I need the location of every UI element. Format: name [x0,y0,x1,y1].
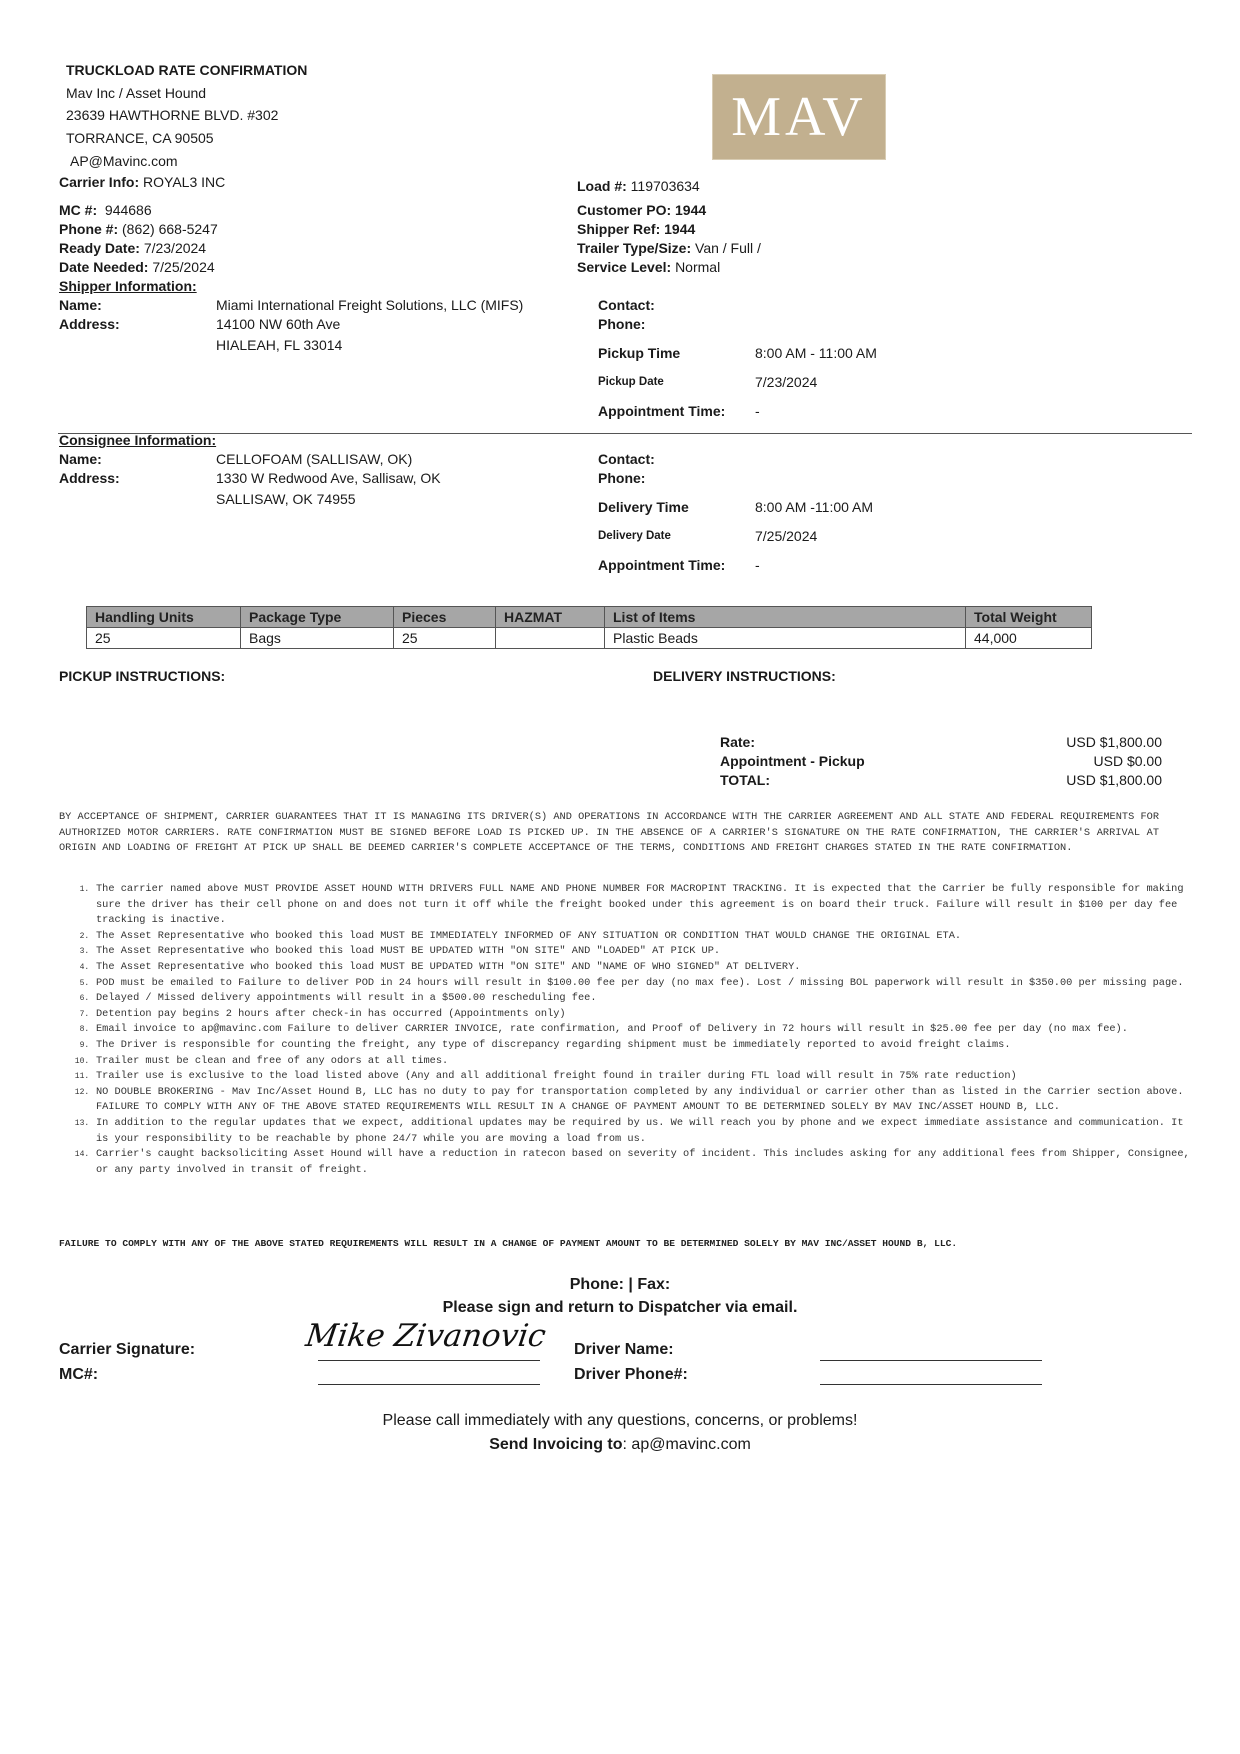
shipper-contact-label: Contact: [598,297,655,313]
rate-row [720,734,1162,750]
appointment-pickup-value: USD $0.00 [1093,753,1162,769]
acceptance-terms: BY ACCEPTANCE OF SHIPMENT, CARRIER GUARANTEES THAT IT IS MANAGING ITS DRIVER(S) AND OPERATIONS IN ACCORDANCE WITH THE CARRIER AGREEMENT AND ALL STATE AND FEDERAL REQUIREMENTS FOR AUTHORIZED MOTOR CARRIERS. RATE CONFIRMATION MUST BE SIGNED BEFORE LOAD IS PICKED UP. IN THE ABSENCE OF A CARRIER'S SIGNATURE ON THE RATE CONFIRMATION, THE CARRIER'S ARRIVAL AT ORIGIN AND LOADING OF FREIGHT AT PICK UP SHALL BE DEEMED CARRIER'S COMPLETE ACCEPTANCE OF THE TERMS, CONDITIONS AND FREIGHT CHARGES STATED IN THE RATE CONFIRMATION. [59,811,1159,855]
pickup-time: 8:00 AM - 11:00 AM [755,345,877,361]
appointment-pickup-row [720,753,1162,769]
total-label: TOTAL: [720,772,771,788]
customer-po: Customer PO: 1944 [577,202,707,218]
rate-value: USD $1,800.00 [1066,734,1162,750]
consignee-address-line1: 1330 W Redwood Ave, Sallisaw, OK [216,470,441,486]
delivery-time-label: Delivery Time [598,499,689,515]
term-item: 14. Carrier's caught backsoliciting Asset Hound will have a reduction in ratecon based on severity of incident. This includes asking for any additional fees from Shipper, Consignee, or any party involved in transit of freight. [94,1147,1194,1178]
appointment-pickup-label: Appointment - Pickup [720,753,865,769]
carrier-signature-label: Carrier Signature: [59,1341,196,1358]
trailer-type: Trailer Type/Size: Van / Full / [577,240,761,256]
mav-logo: MAV [712,74,886,160]
term-item: 5. POD must be emailed to Failure to deliver POD in 24 hours will result in $100.00 fee per day (no max fee). Lost / missing BOL paperwork will result in $350.00 per missing page. [94,976,1194,992]
company-email: AP@Mavinc.com [70,153,178,169]
pickup-instructions-label: PICKUP INSTRUCTIONS: [59,668,226,684]
total-row [720,772,1162,788]
cell-package-type: Bags [241,628,394,649]
date-needed: Date Needed: 7/25/2024 [59,259,215,275]
header-total-weight: Total Weight [966,607,1092,628]
consignee-phone-label: Phone: [598,470,646,486]
carrier-signature-line [318,1360,540,1361]
table-row [87,628,1092,649]
mc-line [318,1384,540,1385]
shipper-address-line2: HIALEAH, FL 33014 [216,337,343,353]
delivery-date-label: Delivery Date [598,530,671,542]
term-item: 13. In addition to the regular updates that we expect, additional updates may be required by us. We will reach you by phone and we expect immediate assistance and communication. It is your responsibility to be reachable by phone 24/7 while you are moving a load from us. [94,1116,1194,1147]
term-item: 10. Trailer must be clean and free of any odors at all times. [94,1054,1194,1070]
shipper-address-label: Address: [59,316,120,332]
header-list-of-items: List of Items [605,607,966,628]
load-number: Load #: 119703634 [577,178,700,194]
consignee-name: CELLOFOAM (SALLISAW, OK) [216,451,413,467]
company-name: Mav Inc / Asset Hound [66,85,207,101]
table-header-row [87,607,1092,628]
term-item: 6. Delayed / Missed delivery appointments will result in a $500.00 rescheduling fee. [94,991,1194,1007]
consignee-address-label: Address: [59,470,120,486]
term-item: 9. The Driver is responsible for counting the freight, any type of discrepancy regarding shipment must be immediately reported to avoid freight claims. [94,1038,1194,1054]
section-divider [58,433,1192,434]
pickup-appointment: - [755,403,760,419]
shipper-heading: Shipper Information: [59,278,197,294]
driver-phone-label: Driver Phone#: [574,1366,688,1383]
term-item: 4. The Asset Representative who booked this load MUST BE UPDATED WITH "ON SITE" AND "NAME OF WHO SIGNED" AT DELIVERY. [94,960,1194,976]
driver-phone-line [820,1384,1042,1385]
delivery-date: 7/25/2024 [755,528,818,544]
company-address-line1: 23639 HAWTHORNE BLVD. #302 [66,107,279,123]
rate-label: Rate: [720,734,756,750]
delivery-time: 8:00 AM -11:00 AM [755,499,874,515]
consignee-heading: Consignee Information: [59,432,217,448]
term-item: 12. NO DOUBLE BROKERING - Mav Inc/Asset Hound B, LLC has no duty to pay for transportation completed by any individual or carrier other than as listed in the Carrier section above. FAILURE TO COMPLY WITH ANY OF THE ABOVE STATED REQUIREMENTS WILL RESULT IN A CHANGE OF PAYMENT AMOUNT TO BE DETERMINED SOLELY BY MAV INC/ASSET HOUND B, LLC. [94,1085,1194,1116]
ready-date: Ready Date: 7/23/2024 [59,240,207,256]
shipper-name-label: Name: [59,297,102,313]
shipper-phone-label: Phone: [598,316,646,332]
term-item: 11. Trailer use is exclusive to the load listed above (Any and all additional freight found in trailer during FTL load will result in 75% rate reduction) [94,1069,1194,1085]
invoicing-line: Send Invoicing to: ap@mavinc.com [489,1436,751,1453]
shipper-name: Miami International Freight Solutions, LLC (MIFS) [216,297,524,313]
service-level: Service Level: Normal [577,259,721,275]
document-title: TRUCKLOAD RATE CONFIRMATION [66,62,308,78]
cell-total-weight: 44,000 [966,628,1092,649]
shipper-address-line1: 14100 NW 60th Ave [216,316,341,332]
term-item: 3. The Asset Representative who booked this load MUST BE UPDATED WITH "ON SITE" AND "LOADED" AT PICK UP. [94,944,1194,960]
driver-name-line [820,1360,1042,1361]
cell-handling-units: 25 [87,628,241,649]
phone-fax: Phone: | Fax: [569,1276,671,1293]
mc-label: MC#: [59,1366,99,1383]
term-item: 1. The carrier named above MUST PROVIDE ASSET HOUND WITH DRIVERS FULL NAME AND PHONE NUMBER FOR MACROPINT TRACKING. It is expected that the Carrier be fully responsible for making sure the driver has their cell phone on and does not turn it off while the freight booked under this agreement is on board their truck. Failure will result in $100 per day fee tracking is inactive. [94,882,1194,929]
header-handling-units: Handling Units [87,607,241,628]
contact-prompt: Please call immediately with any questions, concerns, or problems! [382,1412,858,1429]
sign-return-instructions: Please sign and return to Dispatcher via email. [442,1299,798,1316]
pickup-date-label: Pickup Date [598,376,664,388]
pickup-date: 7/23/2024 [755,374,818,390]
cell-list-of-items: Plastic Beads [605,628,966,649]
consignee-name-label: Name: [59,451,102,467]
total-value: USD $1,800.00 [1066,772,1162,788]
term-item: 7. Detention pay begins 2 hours after check-in has occurred (Appointments only) [94,1007,1194,1023]
header-package-type: Package Type [241,607,394,628]
header-hazmat: HAZMAT [496,607,605,628]
carrier-phone: Phone #: (862) 668-5247 [59,221,218,237]
carrier-info: Carrier Info: ROYAL3 INC [59,174,226,190]
shipper-ref: Shipper Ref: 1944 [577,221,696,237]
header-pieces: Pieces [394,607,496,628]
company-address-line2: TORRANCE, CA 90505 [66,130,214,146]
delivery-instructions-label: DELIVERY INSTRUCTIONS: [653,668,836,684]
driver-name-label: Driver Name: [574,1341,674,1358]
carrier-signature: Mike Zivanovic [303,1318,549,1354]
cell-hazmat [496,628,605,649]
pickup-appointment-label: Appointment Time: [598,403,726,419]
consignee-contact-label: Contact: [598,451,655,467]
consignee-address-line2: SALLISAW, OK 74955 [216,491,356,507]
term-item: 8. Email invoice to ap@mavinc.com Failure to deliver CARRIER INVOICE, rate confirmation, and Proof of Delivery in 72 hours will result in $25.00 fee per day (no max fee). [94,1022,1194,1038]
delivery-appointment-label: Appointment Time: [598,557,726,573]
items-table [86,606,1092,649]
carrier-mc: MC #: 944686 [59,202,152,218]
cell-pieces: 25 [394,628,496,649]
pickup-time-label: Pickup Time [598,345,681,361]
delivery-appointment: - [755,557,760,573]
failure-notice: FAILURE TO COMPLY WITH ANY OF THE ABOVE STATED REQUIREMENTS WILL RESULT IN A CHANGE OF PAYMENT AMOUNT TO BE DETERMINED SOLELY BY MAV INC/ASSET HOUND B, LLC. [59,1238,958,1249]
term-item: 2. The Asset Representative who booked this load MUST BE IMMEDIATELY INFORMED OF ANY SITUATION OR CONDITION THAT WOULD CHANGE THE ORIGINAL ETA. [94,929,1194,945]
terms-list [62,882,1194,1178]
